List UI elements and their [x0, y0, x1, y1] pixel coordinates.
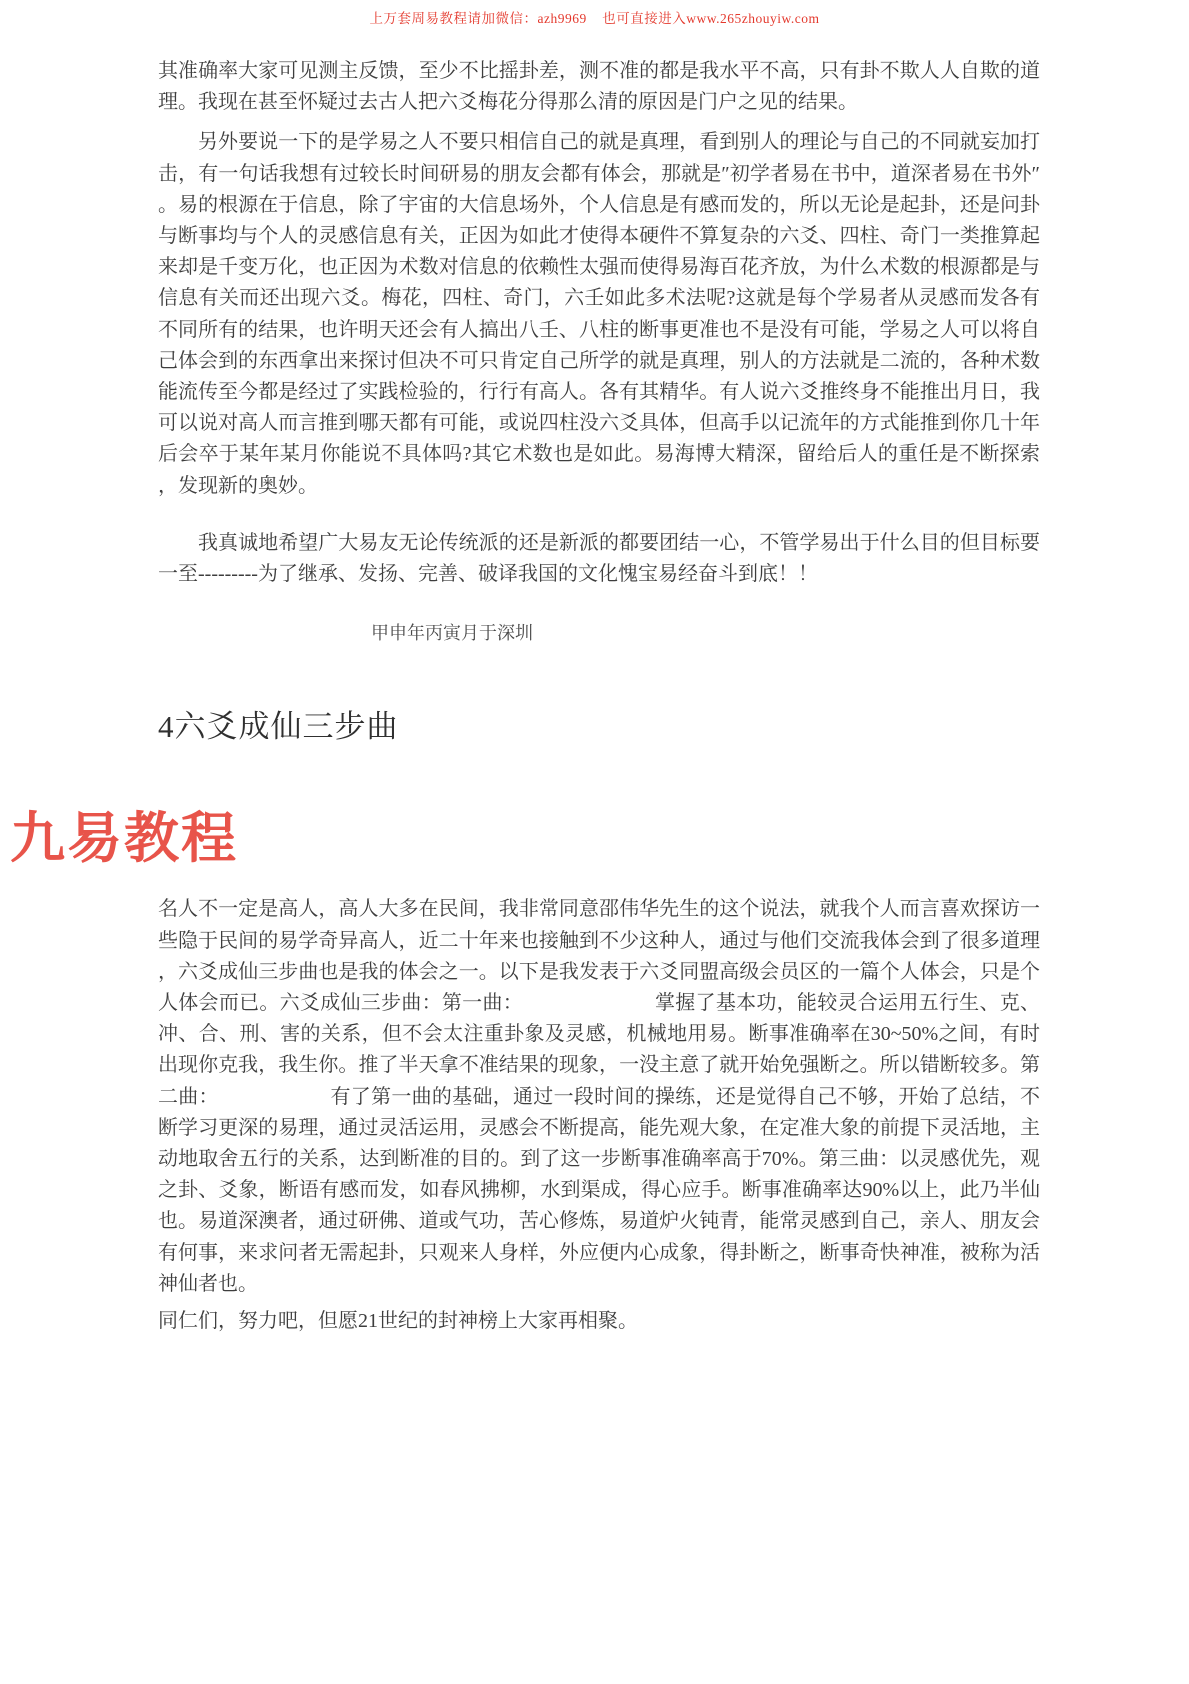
section-heading-three-steps: 4六爻成仙三步曲: [158, 709, 399, 745]
promo-header-text: 上万套周易教程请加微信：azh9969 也可直接进入www.265zhouyiw.com: [369, 11, 820, 26]
dateline: 甲申年丙寅月于深圳: [371, 623, 533, 644]
paragraph-accuracy-remark: 其准确率大家可见测主反馈，至少不比摇卦差，测不准的都是我水平不高，只有卦不欺人人自欺的道理。我现在甚至怀疑过去古人把六爻梅花分得那么清的原因是门户之见的结果。: [158, 60, 1040, 114]
paragraph-closing-line: 同仁们，努力吧，但愿21世纪的封神榜上大家再相聚。: [158, 1310, 638, 1333]
paragraph-study-advice: 另外要说一下的是学易之人不要只相信自己的就是真理，看到别人的理论与自己的不同就妄加打击，有一句话我想有过较长时间研易的朋友会都有体会，那就是″初学者易在书中，道深者易在书外″。易的根源在于信息，除了宇宙的大信息场外，个人信息是有感而发的，所以无论是起卦，还是问卦与断事均与个人的灵感信息有关，正因为如此才使得本硬件不算复杂的六爻、四柱、奇门一类推算起来却是千变万化，也正因为术数对信息的依赖性太强而使得易海百花齐放，为什么术数的根源都是与信息有关而还出现六爻。梅花，四柱、奇门，六壬如此多术法呢?这就是每个学易者从灵感而发各有不同所有的结果，也许明天还会有人搞出八壬、八柱的断事更准也不是没有可能，学易之人可以将自己体会到的东西拿出来探讨但决不可只肯定自己所学的就是真理，别人的方法就是二流的，各种术数能流传至今都是经过了实践检验的，行行有高人。各有其精华。有人说六爻推终身不能推出月日，我可以说对高人而言推到哪天都有可能，或说四柱没六爻具体，但高手以记流年的方式能推到你几十年后会卒于某年某月你能说不具体吗?其它术数也是如此。易海博大精深，留给后人的重任是不断探索，发现新的奥妙。: [158, 131, 1040, 497]
watermark-logo-text: 九易教程: [10, 807, 239, 869]
paragraph-unity-wish: 我真诚地希望广大易友无论传统派的还是新派的都要团结一心，不管学易出于什么目的但目标要一至---------为了继承、发扬、完善、破译我国的文化愧宝易经奋斗到底！！: [158, 531, 1040, 586]
paragraph-three-steps-body: 名人不一定是高人，高人大多在民间，我非常同意邵伟华先生的这个说法，就我个人而言喜欢探访一些隐于民间的易学奇异高人，近二十年来也接触到不少这种人，通过与他们交流我体会到了很多道理，六爻成仙三步曲也是我的体会之一。以下是我发表于六爻同盟高级会员区的一篇个人体会，只是个人体会而已。六爻成仙三步曲：第一曲： 掌握了基本功，能较灵合运用五行生、克、冲、合、刑、害的关系，但不会太注重卦象及灵感，机械地用易。断事准确率在30~50%之间，有时出现你克我，我生你。推了半天拿不准结果的现象，一没主意了就开始免强断之。所以错断较多。第二曲： 有了第一曲的基础，通过一段时间的操练，还是觉得自己不够，开始了总结，不断学习更深的易理，通过灵活运用，灵感会不断提高，能先观大象，在定准大象的前提下灵活地，主动地取舍五行的关系，达到断准的目的。到了这一步断事准确率高于70%。第三曲：以灵感优先，观之卦、爻象，断语有感而发，如春风拂柳，水到渠成，得心应手。断事准确率达90%以上，此乃半仙也。易道深澳者，通过研佛、道或气功，苦心修炼，易道炉火钝青，能常灵感到自己，亲人、朋友会有何事，来求问者无需起卦，只观来人身样，外应便内心成象，得卦断之，断事奇快神准，被称为活神仙者也。: [158, 898, 1040, 1295]
document-body: [158, 56, 1040, 1337]
